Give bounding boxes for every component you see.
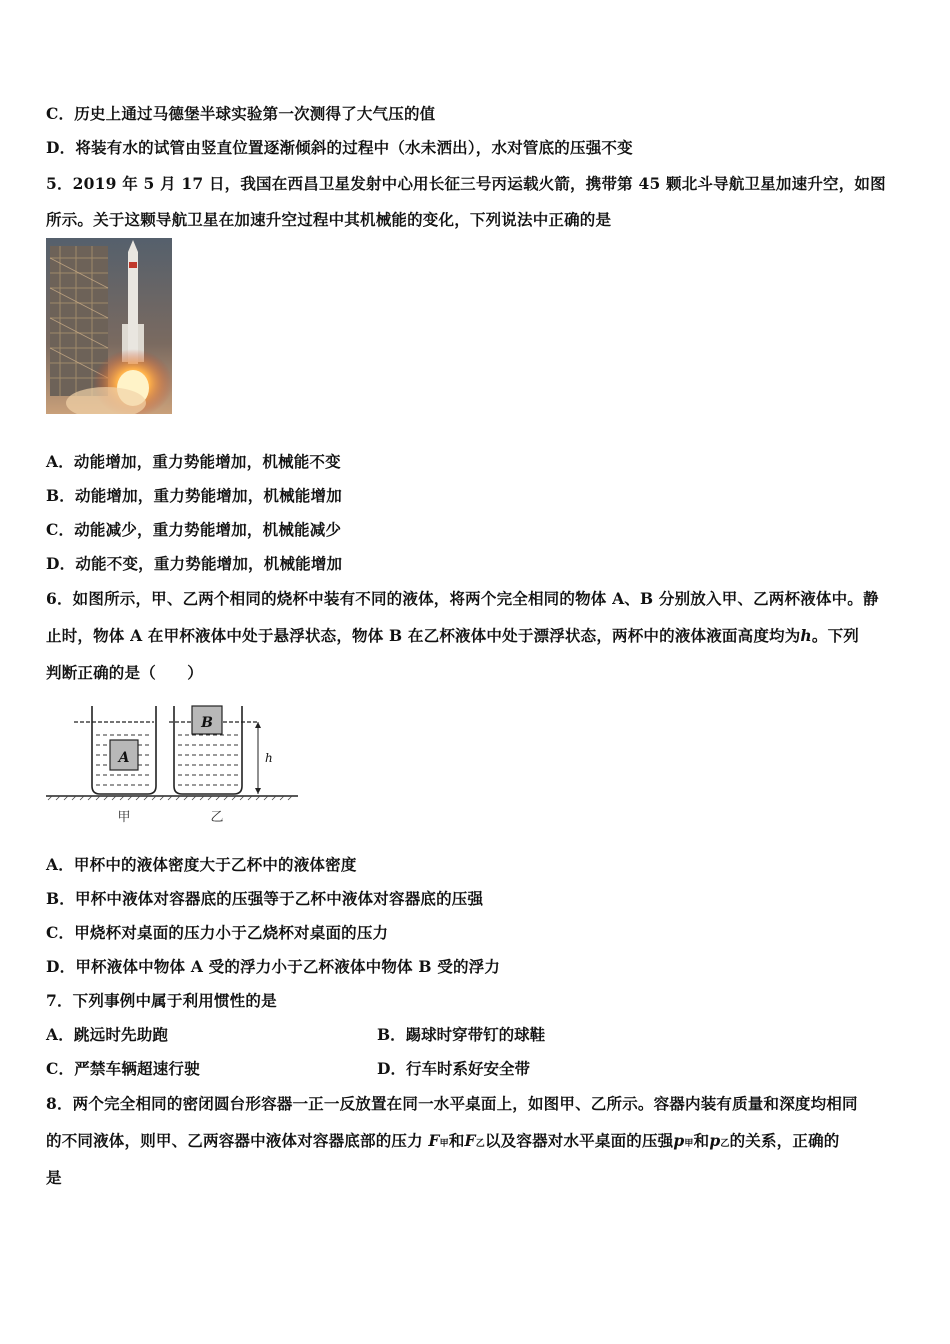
q8-stem-line3: 是 — [46, 1168, 62, 1187]
q6-option-c: C．甲烧杯对桌面的压力小于乙烧杯对桌面的压力 — [46, 923, 389, 942]
q6-stem-line3: 判断正确的是（ ） — [46, 663, 204, 682]
q5-stem-line2: 所示。关于这颗导航卫星在加速升空过程中其机械能的变化，下列说法中正确的是 — [46, 210, 612, 229]
q5-option-a: A．动能增加，重力势能增加，机械能不变 — [46, 452, 341, 471]
rocket-launch-photo — [46, 238, 172, 414]
q6-option-b: B．甲杯中液体对容器底的压强等于乙杯中液体对容器底的压强 — [46, 889, 484, 908]
q8-stem-line1: 8．两个完全相同的密闭圆台形容器一正一反放置在同一水平桌面上，如图甲、乙所示。容器内装有质量和深度均相同 — [46, 1094, 858, 1113]
beaker-jia-caption: 甲 — [117, 810, 131, 825]
q5-option-d: D．动能不变，重力势能增加，机械能增加 — [46, 554, 343, 573]
q6-stem-line2: 止时，物体 A 在甲杯液体中处于悬浮状态，物体 B 在乙杯液体中处于漂浮状态，两杯中的液体液面高度均为h。下列 — [46, 626, 860, 645]
q6-option-d: D．甲杯液体中物体 A 受的浮力小于乙杯液体中物体 B 受的浮力 — [46, 957, 501, 976]
q7-option-b: B．踢球时穿带钉的球鞋 — [377, 1025, 546, 1044]
q7-stem: 7．下列事例中属于利用惯性的是 — [46, 991, 277, 1010]
q8-stem-line2: 的不同液体，则甲、乙两容器中液体对容器底部的压力 F甲和F乙以及容器对水平桌面的压强p甲和p乙的关系，正确的 — [46, 1131, 840, 1150]
q7-option-c: C．严禁车辆超速行驶 — [46, 1059, 200, 1078]
q6-stem-line1: 6．如图所示，甲、乙两个相同的烧杯中装有不同的液体，将两个完全相同的物体 A、B 分别放入甲、乙两杯液体中。静 — [46, 589, 879, 608]
beakers-figure — [44, 700, 300, 830]
q5-option-c: C．动能减少，重力势能增加，机械能减少 — [46, 520, 342, 539]
q5-option-b: B．动能增加，重力势能增加，机械能增加 — [46, 486, 342, 505]
object-b-label: B — [201, 715, 213, 731]
q7-option-a: A．跳远时先助跑 — [46, 1025, 169, 1044]
q7-option-d: D．行车时系好安全带 — [377, 1059, 530, 1078]
beaker-yi-caption: 乙 — [210, 810, 224, 825]
q6-option-a: A．甲杯中的液体密度大于乙杯中的液体密度 — [46, 855, 357, 874]
q4-option-d: D．将装有水的试管由竖直位置逐渐倾斜的过程中（水未洒出），水对管底的压强不变 — [46, 138, 633, 157]
q5-stem-line1: 5．2019 年 5 月 17 日，我国在西昌卫星发射中心用长征三号丙运载火箭，携带第 45 颗北斗导航卫星加速升空，如图 — [46, 174, 886, 193]
height-label: h — [265, 751, 273, 765]
q4-option-c: C．历史上通过马德堡半球实验第一次测得了大气压的值 — [46, 104, 436, 123]
object-a-label: A — [118, 750, 130, 766]
